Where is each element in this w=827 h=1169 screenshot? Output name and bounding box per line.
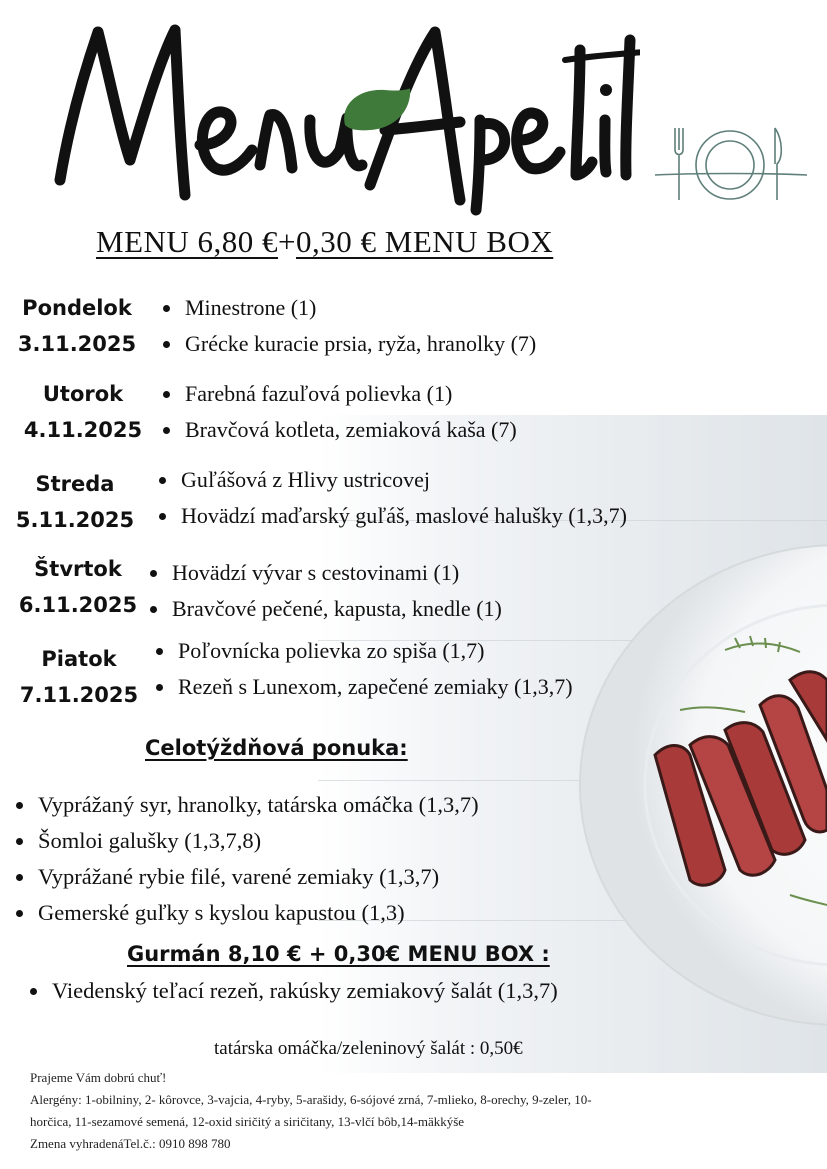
dish-list-wednesday: [157, 462, 627, 534]
dish-item: Bravčová kotleta, zemiaková kaša (7): [161, 412, 517, 448]
day-name: Streda: [35, 472, 115, 496]
dish-list-friday: [154, 633, 573, 705]
day-name: Utorok: [42, 382, 124, 406]
weekly-dish-item: Gemerské guľky s kyslou kapustou (1,3): [14, 895, 479, 931]
dish-list-thursday: [148, 555, 502, 627]
dish-item: Poľovnícka polievka zo spiša (1,7): [154, 633, 573, 669]
dish-item: Guľášová z Hlivy ustricovej: [157, 462, 627, 498]
footer-greeting: Prajeme Vám dobrú chuť!: [30, 1070, 167, 1085]
day-label-monday: [2, 290, 152, 362]
weekly-offer-title: Celotýždňová ponuka:: [145, 736, 408, 760]
dish-item: Minestrone (1): [161, 290, 536, 326]
dish-item: Farebná fazuľová polievka (1): [161, 376, 517, 412]
footer-contact: Zmena vyhradenáTel.č.: 0910 898 780: [30, 1136, 231, 1151]
day-label-friday: [4, 641, 154, 713]
gourmet-list: [28, 973, 558, 1009]
gourmet-dish-item: Viedenský teľací rezeň, rakúsky zemiakový šalát (1,3,7): [28, 973, 558, 1009]
day-date: 3.11.2025: [17, 332, 137, 356]
dish-list-monday: [161, 290, 536, 362]
day-date: 5.11.2025: [15, 508, 135, 532]
gourmet-title: Gurmán 8,10 € + 0,30€ MENU BOX :: [127, 942, 550, 966]
day-date: 6.11.2025: [18, 593, 138, 617]
fork-plate-knife-icon: [655, 120, 810, 205]
dish-item: Hovädzí maďarský guľáš, maslové halušky (1,3,7): [157, 498, 627, 534]
menu-price: MENU 6,80 €: [96, 224, 279, 259]
day-label-wednesday: [0, 466, 150, 538]
day-label-thursday: [3, 551, 153, 623]
weekly-dish-item: Vyprážané rybie filé, varené zemiaky (1,3,7): [14, 859, 479, 895]
menu-box-price: 0,30 € MENU BOX: [296, 224, 554, 259]
price-header: [96, 224, 553, 260]
price-plus: +: [278, 224, 297, 259]
day-name: Pondelok: [22, 296, 132, 320]
dish-item: Hovädzí vývar s cestovinami (1): [148, 555, 502, 591]
dish-item: Bravčové pečené, kapusta, knedle (1): [148, 591, 502, 627]
day-date: 4.11.2025: [23, 418, 143, 442]
footer-allergens-line1: Alergény: 1-obilniny, 2- kôrovce, 3-vajcia, 4-ryby, 5-arašidy, 6-sójové zrná, 7-mlieko, 8-orechy, 9-zeler, 10-: [30, 1092, 592, 1107]
dish-item: Rezeň s Lunexom, zapečené zemiaky (1,3,7): [154, 669, 573, 705]
menu-apetit-logo: [40, 10, 640, 220]
dish-list-tuesday: [161, 376, 517, 448]
weekly-dish-item: Vyprážaný syr, hranolky, tatárska omáčka (1,3,7): [14, 787, 479, 823]
day-name: Štvrtok: [34, 557, 122, 581]
day-name: Piatok: [41, 647, 117, 671]
day-date: 7.11.2025: [19, 683, 139, 707]
footer-allergens-line2: horčica, 11-sezamové semená, 12-oxid siričitý a siričitany, 13-vlčí bôb,14-mäkkýše: [30, 1114, 465, 1129]
extra-sauce-note: tatárska omáčka/zeleninový šalát : 0,50€: [214, 1038, 523, 1059]
weekly-offer-list: [14, 787, 479, 931]
day-label-tuesday: [8, 376, 158, 448]
steak-plate-image: [560, 540, 827, 1060]
weekly-dish-item: Šomloi galušky (1,3,7,8): [14, 823, 479, 859]
dish-item: Grécke kuracie prsia, ryža, hranolky (7): [161, 326, 536, 362]
